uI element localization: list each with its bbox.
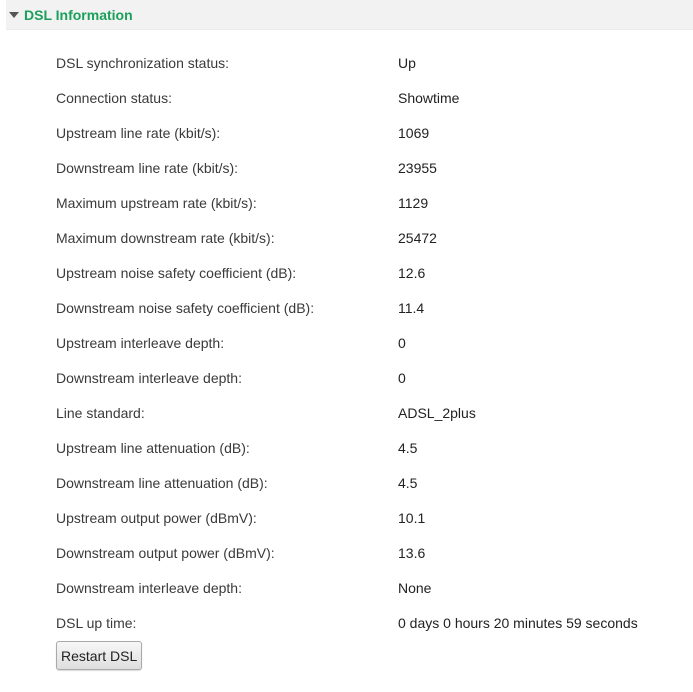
restart-dsl-button[interactable]: Restart DSL	[56, 641, 142, 670]
info-label: Maximum upstream rate (kbit/s):	[56, 194, 257, 211]
info-label: Upstream interleave depth:	[56, 334, 225, 351]
dsl-info-table	[56, 45, 638, 640]
info-value: 0	[398, 369, 406, 386]
info-value: 4.5	[398, 474, 418, 491]
info-label: Upstream noise safety coefficient (dB):	[56, 264, 297, 281]
info-row-sync-status	[56, 45, 638, 80]
info-row-upstream-attenuation	[56, 430, 638, 465]
info-row-upstream-output-power	[56, 500, 638, 535]
info-value: 1069	[398, 124, 430, 141]
info-row-dsl-up-time	[56, 605, 638, 640]
info-value: 25472	[398, 229, 437, 246]
info-label: Downstream noise safety coefficient (dB):	[56, 299, 315, 316]
caret-down-icon[interactable]	[9, 12, 19, 18]
info-label: Downstream interleave depth:	[56, 369, 242, 386]
info-row-upstream-noise-margin	[56, 255, 638, 290]
info-label: Downstream line attenuation (dB):	[56, 474, 268, 491]
info-row-connection-status	[56, 80, 638, 115]
info-label: Upstream line attenuation (dB):	[56, 439, 250, 456]
info-value: 0	[398, 334, 406, 351]
info-row-downstream-interleave-depth-2	[56, 570, 638, 605]
info-row-downstream-output-power	[56, 535, 638, 570]
info-row-downstream-line-rate	[56, 150, 638, 185]
info-value: None	[398, 579, 432, 596]
info-value: 0 days 0 hours 20 minutes 59 seconds	[398, 614, 638, 631]
info-label: Upstream line rate (kbit/s):	[56, 124, 221, 141]
info-row-downstream-attenuation	[56, 465, 638, 500]
info-value: Showtime	[398, 89, 460, 106]
info-value: 10.1	[398, 509, 426, 526]
info-row-downstream-interleave-depth	[56, 360, 638, 395]
section-title: DSL Information	[24, 6, 133, 23]
info-label: Downstream interleave depth:	[56, 579, 242, 596]
info-label: Line standard:	[56, 404, 145, 421]
info-label: DSL up time:	[56, 614, 137, 631]
info-value: 13.6	[398, 544, 426, 561]
info-row-max-upstream-rate	[56, 185, 638, 220]
info-label: Upstream output power (dBmV):	[56, 509, 257, 526]
info-value: ADSL_2plus	[398, 404, 476, 421]
info-label: DSL synchronization status:	[56, 54, 230, 71]
info-value: 4.5	[398, 439, 418, 456]
dsl-information-section-header[interactable]	[6, 0, 693, 30]
info-row-downstream-noise-margin	[56, 290, 638, 325]
info-value: 1129	[398, 194, 429, 211]
info-label: Connection status:	[56, 89, 172, 106]
info-value: 23955	[398, 159, 437, 176]
info-value: 12.6	[398, 264, 426, 281]
info-value: 11.4	[398, 299, 425, 316]
info-value: Up	[398, 54, 416, 71]
info-row-max-downstream-rate	[56, 220, 638, 255]
info-row-upstream-interleave-depth	[56, 325, 638, 360]
info-label: Downstream output power (dBmV):	[56, 544, 275, 561]
info-row-line-standard	[56, 395, 638, 430]
info-label: Downstream line rate (kbit/s):	[56, 159, 239, 176]
info-label: Maximum downstream rate (kbit/s):	[56, 229, 275, 246]
info-row-upstream-line-rate	[56, 115, 638, 150]
